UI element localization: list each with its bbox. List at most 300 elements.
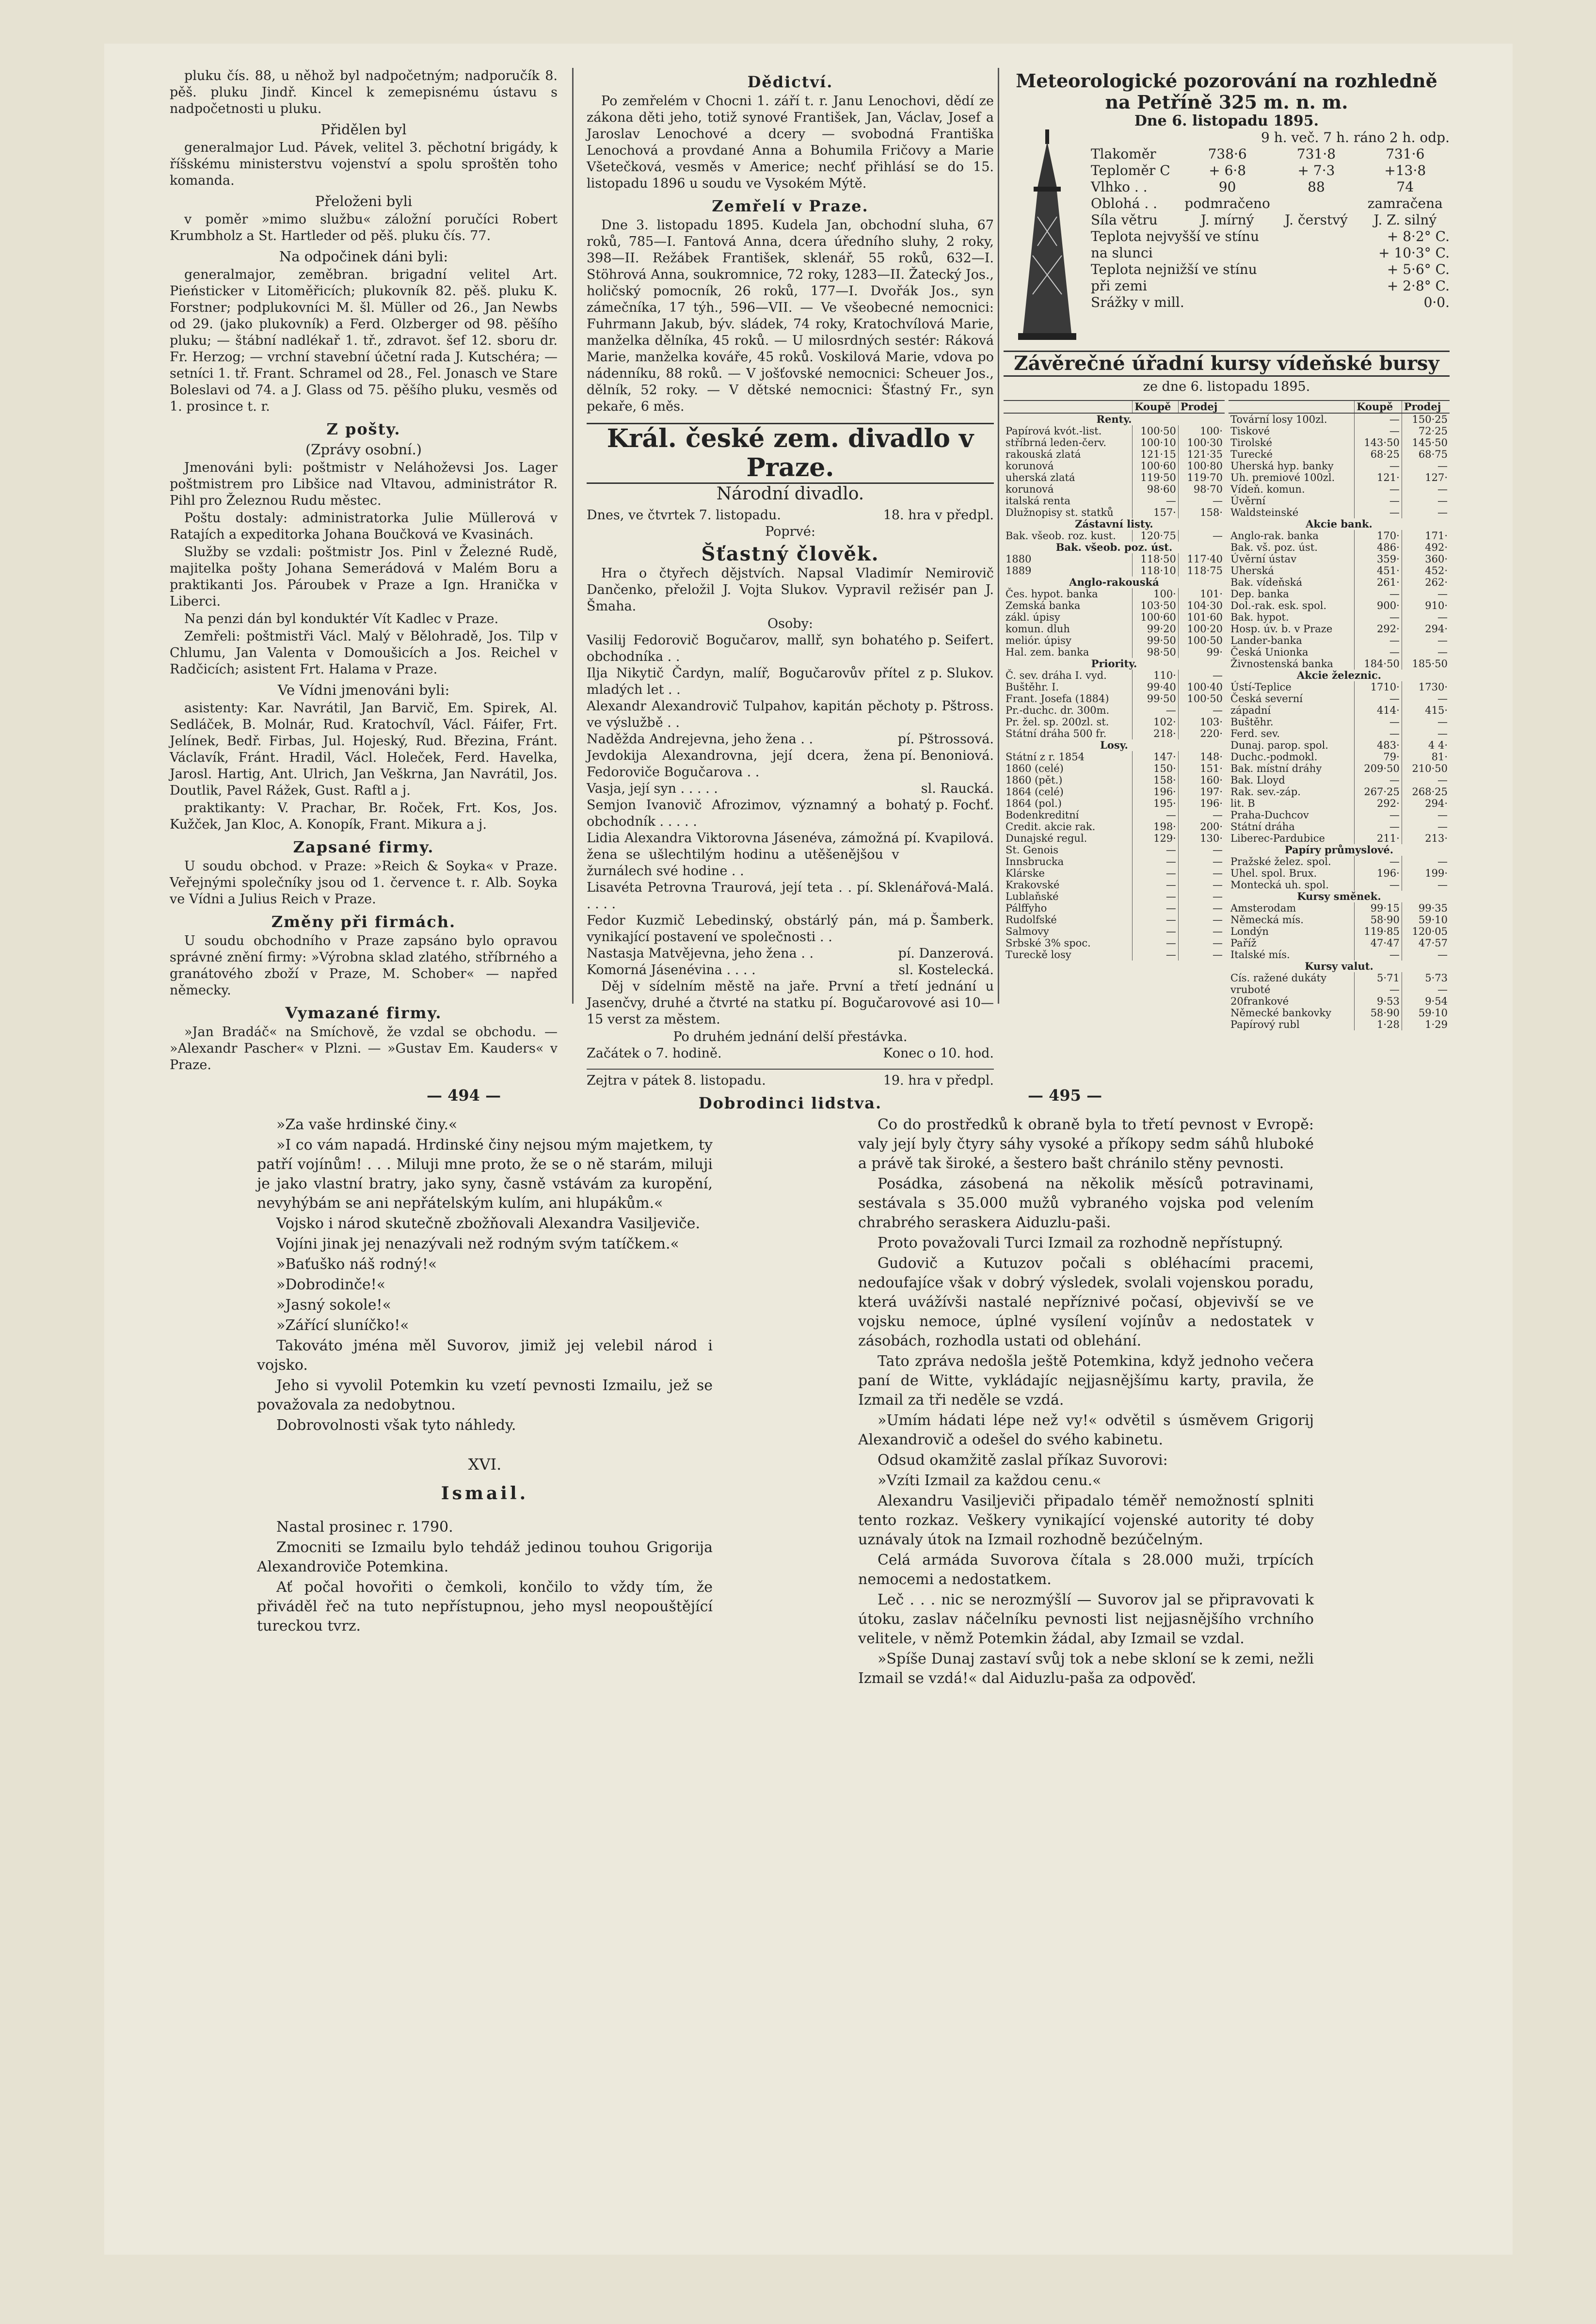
cell-buy: 211· [1355, 833, 1402, 844]
cast-row [587, 946, 994, 962]
meteo-row [1091, 179, 1450, 195]
table-row [1229, 577, 1450, 588]
meteo-row [1091, 162, 1450, 179]
cast-actor: pí. Danzerová. [898, 946, 994, 961]
table-row [1004, 914, 1225, 926]
cell-name: Buštěhr. I. [1005, 681, 1059, 693]
cell-name: Klárske [1005, 867, 1045, 879]
meteo-label: Teploměr C [1091, 162, 1170, 178]
meteo-extra-value: + 2·8° C. [1387, 278, 1450, 294]
section-heading: Zapsané firmy. [293, 838, 434, 856]
cell-name: Kursy valut. [1305, 960, 1373, 972]
paragraph: Tato zpráva nedošla ještě Potemkina, když jednoho večera paní de Witte, vykládajíc nejjasnějšímu karty, pravila, že Izmail za tři neděle se vzdá. [858, 1353, 1314, 1409]
paragraph: Vojsko i národ skutečně zbožňovali Alexandra Vasiljeviče. [276, 1215, 701, 1232]
cell-sell: 492· [1402, 542, 1450, 553]
cell-buy: 118·50 [1133, 553, 1179, 565]
cell-buy: 100·10 [1133, 437, 1179, 449]
cell-buy: — [1133, 902, 1179, 914]
paragraph: Nastal prosinec r. 1790. [276, 1519, 453, 1536]
meteo-label: Oblohá . . [1091, 195, 1158, 211]
cell-buy: 184·50 [1355, 658, 1402, 670]
cell-buy: — [1355, 635, 1402, 646]
cell-buy: — [1133, 856, 1179, 867]
meteo-extra-value: 0·0. [1423, 294, 1450, 310]
cell-buy: 292· [1355, 623, 1402, 635]
cell-buy: — [1355, 588, 1402, 600]
meteo-extra-value: + 5·6° C. [1387, 261, 1450, 277]
meteo-row [1091, 146, 1450, 162]
table-row [1229, 413, 1450, 425]
cell-buy: 451· [1355, 565, 1402, 577]
cell-buy: 198· [1133, 821, 1179, 833]
cell-buy: 99·40 [1133, 681, 1179, 693]
meteo-label: Síla větru [1091, 212, 1158, 228]
table-row [1004, 926, 1225, 937]
table-row [1229, 437, 1450, 449]
paragraph: »Za vaše hrdinské činy.« [276, 1116, 458, 1133]
table-row [1229, 763, 1450, 774]
cast-role: Nastasja Matvějevna, jeho žena . . [587, 946, 814, 961]
section-heading: Z pošty. [326, 420, 401, 438]
table-row [1229, 716, 1450, 728]
table-row [1229, 821, 1450, 833]
cell-buy: 150· [1133, 763, 1179, 774]
table-row [1004, 658, 1225, 670]
meteo-row [1091, 195, 1450, 212]
cell-buy: 9·53 [1355, 995, 1402, 1007]
meteo-date: Dne 6. listopadu 1895. [1134, 112, 1319, 129]
table-row [1004, 867, 1225, 879]
meteo-value: J. čerstvý [1285, 212, 1348, 228]
table-row [1004, 937, 1225, 949]
cell-name: meliór. úpisy [1005, 635, 1071, 646]
cast-actor: sl. Kostelecká. [898, 962, 994, 978]
cell-buy: 119·50 [1133, 472, 1179, 483]
cell-sell: — [1178, 495, 1225, 507]
cell-sell: 121·35 [1178, 449, 1225, 460]
subheading: (Zprávy osobní.) [305, 441, 422, 458]
cell-sell: — [1178, 867, 1225, 879]
table-row [1004, 483, 1225, 495]
cell-name: Italské mís. [1230, 949, 1290, 961]
cell-name: 1860 (celé) [1005, 763, 1064, 774]
cell-buy: — [1355, 460, 1402, 472]
table-row [1229, 507, 1450, 518]
paragraph: »Vzíti Izmail za každou cenu.« [878, 1472, 1101, 1489]
cast-actor: pí. Sklenářová-Malá. [857, 880, 994, 895]
cell-buy: 143·50 [1355, 437, 1402, 449]
table-row [1229, 1019, 1450, 1030]
table-row [1229, 786, 1450, 798]
cell-sell: — [1402, 716, 1450, 728]
cell-name: italská renta [1005, 495, 1071, 507]
cell-buy: 261· [1355, 577, 1402, 588]
cell-buy: — [1133, 879, 1179, 891]
end-time: Konec o 10. hod. [883, 1046, 994, 1061]
cell-sell: 213· [1402, 833, 1450, 844]
table-row [1004, 472, 1225, 483]
cell-name: Uhel. spol. Brux. [1230, 867, 1317, 879]
cell-sell: 185·50 [1402, 658, 1450, 670]
cell-sell: 100·80 [1178, 460, 1225, 472]
table-row [1004, 670, 1225, 681]
cell-sell: 452· [1402, 565, 1450, 577]
cast-role: Vasilij Fedorovič Bogučarov, mallř, syn bohatého obchodníka . . [587, 633, 924, 664]
cell-sell: — [1402, 821, 1450, 833]
section-heading: Vymazané firmy. [285, 1004, 442, 1022]
cell-name: Pálffyho [1005, 902, 1047, 914]
cell-name: Renty. [1096, 413, 1132, 425]
cell-name: Tirolské [1230, 437, 1273, 449]
table-row [1229, 623, 1450, 635]
paragraph: v poměr »mimo službu« záložní poručíci Robert Krumbholz a St. Hartleder od pěš. pluku čís. 77. [170, 212, 558, 243]
cell-sell: 99· [1178, 646, 1225, 658]
meteo-header: 9 h. več. 7 h. ráno 2 h. odp. [1261, 129, 1450, 145]
cast-row [587, 830, 994, 880]
intermission-note: Po druhém jednání delší přestávka. [673, 1029, 908, 1044]
table-row [1229, 1007, 1450, 1019]
cell-buy: 100·60 [1133, 611, 1179, 623]
cast-role: Lisavéta Petrovna Traurová, její teta . . . . . . [587, 880, 852, 912]
cell-sell: 150·25 [1402, 413, 1450, 425]
cell-buy: — [1355, 716, 1402, 728]
cell-buy: 120·75 [1133, 530, 1179, 542]
table-row [1229, 984, 1450, 995]
cast-row [587, 698, 994, 731]
cell-buy: 196· [1133, 786, 1179, 798]
table-row [1004, 833, 1225, 844]
cell-sell: 210·50 [1402, 763, 1450, 774]
table-row [1229, 425, 1450, 437]
cell-name: Čes. hypot. banka [1005, 588, 1098, 600]
cell-name: Státní z r. 1854 [1005, 751, 1085, 763]
cell-name: Krakovské [1005, 879, 1060, 891]
cell-sell: 220· [1178, 728, 1225, 739]
cell-sell: 104·30 [1178, 600, 1225, 611]
cell-sell: 59·10 [1402, 914, 1450, 926]
cell-name: Cís. ražené dukáty [1230, 972, 1327, 984]
meteo-title: Meteorologické pozorování na rozhledně na Petříně 325 m. n. m. [1016, 70, 1437, 113]
cast-role: Lidia Alexandra Viktorovna Jásenéva, zámožná žena se ušlechtilým hodinu a utěšenějšou v žurnálech své hodine . . [587, 831, 899, 879]
table-row [1004, 646, 1225, 658]
cell-sell: 200· [1178, 821, 1225, 833]
cell-buy: 99·15 [1355, 902, 1402, 914]
cell-sell: 268·25 [1402, 786, 1450, 798]
table-row [1004, 530, 1225, 542]
tomorrow-date: Zejtra v pátek 8. listopadu. [587, 1073, 766, 1088]
cell-buy: 157· [1133, 507, 1179, 518]
cell-buy: — [1355, 413, 1402, 425]
section-heading: Dědictví. [747, 73, 833, 91]
cell-sell: 294· [1402, 623, 1450, 635]
show-number: 18. hra v předpl. [883, 508, 994, 523]
meteo-label: Vlhko . . [1091, 179, 1148, 195]
cell-buy: 99·50 [1133, 693, 1179, 705]
table-row [1229, 542, 1450, 553]
cell-name: Bak. hypot. [1230, 611, 1289, 623]
cell-buy: 47·47 [1355, 937, 1402, 949]
cell-buy: — [1355, 693, 1402, 705]
cell-buy: 359· [1355, 553, 1402, 565]
cell-sell: — [1178, 844, 1225, 856]
cell-sell: 1·29 [1402, 1019, 1450, 1030]
cell-buy: — [1133, 891, 1179, 902]
cast-row [587, 781, 994, 797]
paragraph: Po zemřelém v Chocni 1. září t. r. Janu Lenochovi, dědí ze zákona děti jeho, totiž synové František, Jan, Václav, Josef a Jaroslav Lenochové a dcery — svobodná Františka Lenochová a provdané Anna a Bohumila Fričovy a Marie Všetečková, vesměs v Americe; nechť přihlásí se do 15. listopadu 1896 u soudu ve Vysokém Mýtě. [587, 94, 994, 191]
paragraph: »Jan Bradáč« na Smíchově, že vzdal se obchodu. — »Alexandr Pascher« v Plzni. — »Gustav Em. Kauders« v Praze. [170, 1025, 558, 1073]
cell-sell: — [1178, 914, 1225, 926]
cell-sell: 148· [1178, 751, 1225, 763]
meteo-extra-row [1091, 228, 1450, 245]
cell-sell: 100·50 [1178, 693, 1225, 705]
cell-name: Waldsteinské [1230, 507, 1299, 518]
meteo-extra-label: na slunci [1091, 245, 1153, 261]
table-row [1004, 763, 1225, 774]
cell-buy: 98·50 [1133, 646, 1179, 658]
cell-sell: 120·05 [1402, 926, 1450, 937]
table-row [1004, 495, 1225, 507]
meteo-extra [1091, 228, 1450, 311]
paragraph: Odsud okamžitě zaslal příkaz Suvorovi: [878, 1452, 1168, 1469]
cell-name: Pražské želez. spol. [1230, 856, 1331, 867]
meteo-value: J. Z. silný [1373, 212, 1437, 228]
cell-name: Uh. premiové 100zl. [1230, 472, 1335, 483]
cast-actor: p. Seifert. [928, 633, 994, 648]
cast-label: Osoby: [767, 616, 813, 631]
paragraph: generalmajor, zeměbran. brigadní velitel Art. Pieństicker v Litoměřicích; plukovník 82. pěš. pluku K. Forstner; podplukovníci M. šl. Müller od 26., Jan Newbs od 29. (jako plukovník) a Ferd. Olzberger od 98. pěšího pluku; — štábní nadlékař 1. tř., zdravot. šef 12. sboru dr. Fr. Herzog; — vrchní stavební účetní rada J. Kutschéra; — setníci 1. tř. Frant. Schramel od 28., Fel. Jonasch ve Stare Boleslavi od 74. a J. Glass od 75. pěšího pluku, vesměs od 1. prosince t. r. [170, 267, 558, 414]
paragraph: Gudovič a Kutuzov počali s obléhacími pracemi, nedoufajíce však v dobrý výsledek, svolali vojenskou poradu, která uvážívši nastalé nepříznivé počasí, objevivší se ve vojsku nemoce, úplné vysílení vojínův a nedostatek v zásobách, rozhodla ustati od oblehání. [858, 1255, 1314, 1349]
cell-name: 20frankové [1230, 995, 1289, 1007]
cell-sell: 197· [1178, 786, 1225, 798]
cell-name: Papírová kvót.-list. [1005, 425, 1102, 437]
cell-sell: 1730· [1402, 681, 1450, 693]
cell-sell: — [1178, 530, 1225, 542]
cell-name: Státní dráha [1230, 821, 1295, 833]
cell-sell: — [1178, 670, 1225, 681]
cell-name: Amsterodam [1230, 902, 1296, 914]
cell-name: Česká Unionka [1230, 646, 1309, 658]
meteo-table [1091, 146, 1450, 228]
cell-name: Rak. sev.-záp. [1230, 786, 1301, 798]
page-number-left: — 494 — [427, 1086, 501, 1105]
cell-sell: 68·75 [1402, 449, 1450, 460]
cell-buy: — [1355, 809, 1402, 821]
cell-buy: 118·10 [1133, 565, 1179, 577]
cell-name: Montecká uh. spol. [1230, 879, 1329, 891]
table-row [1229, 809, 1450, 821]
meteo-extra-label: Srážky v mill. [1091, 294, 1184, 310]
cell-buy: 292· [1355, 798, 1402, 809]
table-row [1004, 786, 1225, 798]
cast-actor: p. Šamberk. [913, 913, 994, 928]
cast-actor: p. Pštross. [925, 699, 994, 714]
table-row [1004, 437, 1225, 449]
cell-sell: — [1402, 483, 1450, 495]
cell-sell: 117·40 [1178, 553, 1225, 565]
cell-buy: 119·85 [1355, 926, 1402, 937]
cell-name: Buštěhr. [1230, 716, 1274, 728]
cell-buy: 1710· [1355, 681, 1402, 693]
cast-actor: pí. Benoniová. [899, 748, 994, 763]
cell-sell: 360· [1402, 553, 1450, 565]
cast-role: Jevdokija Alexandrovna, její dcera, žena Fedoroviče Bogučarova . . [587, 748, 895, 780]
cell-buy: — [1355, 507, 1402, 518]
subheading: Přidělen byl [320, 121, 407, 138]
cell-sell: — [1402, 507, 1450, 518]
table-row [1004, 449, 1225, 460]
cell-name: 1864 (pol.) [1005, 798, 1062, 809]
cell-name: Bak. všeob. poz. úst. [1055, 541, 1173, 553]
place-note: Děj v sídelním městě na jaře. První a třetí jednání u Jasenčvy, druhé a čtvrté na statku pí. Bogučarovové asi 10—15 verst za městem. [587, 979, 994, 1027]
table-row [1229, 902, 1450, 914]
cell-sell: — [1402, 460, 1450, 472]
meteo-extra-label: Teplota nejvyšší ve stínu [1091, 228, 1260, 244]
cell-sell: 262· [1402, 577, 1450, 588]
meteo-extra-row [1091, 278, 1450, 294]
cell-name: Úvěrní ústav [1230, 553, 1297, 565]
cell-buy: 102· [1133, 716, 1179, 728]
cell-buy: 158· [1133, 774, 1179, 786]
cell-buy: 414· [1355, 705, 1402, 716]
cell-buy: 195· [1133, 798, 1179, 809]
cell-name: Papíry průmyslové. [1284, 844, 1394, 856]
cell-sell: — [1402, 809, 1450, 821]
cell-buy: 100· [1133, 588, 1179, 600]
column-3 [1004, 70, 1450, 1030]
cell-sell: — [1178, 809, 1225, 821]
cell-buy: 267·25 [1355, 786, 1402, 798]
table-row [1229, 530, 1450, 542]
cell-buy: 483· [1355, 739, 1402, 751]
cell-name: Paříž [1230, 937, 1257, 949]
cell-name: Tureckě losy [1005, 949, 1071, 961]
meteo-value: 74 [1396, 179, 1414, 195]
table-row [1229, 798, 1450, 809]
cell-name: Anglo-rak. banka [1230, 530, 1319, 542]
cell-buy: — [1133, 937, 1179, 949]
table-row [1004, 798, 1225, 809]
table-row [1004, 553, 1225, 565]
cell-buy: 170· [1355, 530, 1402, 542]
table-row [1229, 972, 1450, 984]
meteo-extra-row [1091, 245, 1450, 261]
paragraph: Dobrovolnosti však tyto náhledy. [276, 1417, 516, 1434]
table-row [1004, 588, 1225, 600]
cell-name: Losy. [1100, 739, 1128, 751]
table-row [1004, 821, 1225, 833]
table-row [1004, 751, 1225, 763]
times-row [587, 1045, 994, 1062]
play-description: Hra o čtyřech dějstvích. Napsal Vladimír Nemirovič Dančenko, přeložil J. Vojta Slukov. Vypravil režisér pan J. Šmaha. [587, 566, 994, 614]
cell-buy: 218· [1133, 728, 1179, 739]
table-row [1229, 856, 1450, 867]
paragraph: »Spíše Dunaj zastaví svůj tok a nebe skloní se k zemi, nežli Izmail se vzdá!« dal Aiduzlu-paša za odpověď. [858, 1651, 1314, 1687]
meteo-value: J. mírný [1200, 212, 1254, 228]
table-row [1229, 728, 1450, 739]
paragraph: Takováto jména měl Suvorov, jimiž jej velebil národ i vojsko. [257, 1337, 713, 1374]
cell-name: zákl. úpisy [1005, 611, 1060, 623]
table-row [1004, 693, 1225, 705]
cell-sell: — [1178, 937, 1225, 949]
cell-name: Zástavní listy. [1075, 518, 1153, 530]
table-row [1004, 611, 1225, 623]
paragraph: Vojíni jinak jej nenazývali než rodným svým tatíčkem.« [276, 1235, 679, 1252]
cell-buy: 121·15 [1133, 449, 1179, 460]
cell-buy: — [1355, 728, 1402, 739]
meteo-value: zamračena [1367, 195, 1443, 211]
cell-buy: — [1355, 425, 1402, 437]
cast-actor: p. Slukov. [929, 666, 994, 681]
meteo-extra-value: + 8·2° C. [1387, 228, 1450, 244]
cell-sell: 72·25 [1402, 425, 1450, 437]
cell-sell: 196· [1178, 798, 1225, 809]
bursa-table-left [1004, 400, 1225, 961]
table-row [1229, 472, 1450, 483]
cell-name: Priority. [1091, 657, 1137, 670]
cell-buy: 68·25 [1355, 449, 1402, 460]
paragraph: Zmocniti se Izmailu bylo tehdáž jedinou touhou Grigorija Alexandroviče Potemkina. [257, 1539, 713, 1575]
cell-sell: 158· [1178, 507, 1225, 518]
table-row [1229, 565, 1450, 577]
meteo-value: 88 [1308, 179, 1325, 195]
cell-name: Lublaňské [1005, 891, 1059, 902]
cell-sell: 99·35 [1402, 902, 1450, 914]
cell-name: Credit. akcie rak. [1005, 821, 1096, 833]
table-row [1004, 728, 1225, 739]
meteo-value: + 7·3 [1297, 162, 1335, 178]
paragraph: Jeho si vyvolil Potemkin ku vzetí pevnosti Izmailu, jež se považovala za nedobytnou. [257, 1377, 713, 1413]
column-rule [572, 68, 574, 1004]
theatre-subtitle: Národní divadlo. [716, 484, 864, 504]
meteo-row [1091, 212, 1450, 228]
paragraph: »Dobrodinče!« [276, 1276, 386, 1293]
cell-sell: — [1402, 856, 1450, 867]
cell-sell: 101·60 [1178, 611, 1225, 623]
subheading: Na odpočinek dáni byli: [279, 248, 448, 265]
cell-name: Úvěrní [1230, 495, 1266, 507]
table-row [1004, 809, 1225, 821]
cast-actor: sl. Raucká. [921, 781, 994, 796]
table-row [1229, 518, 1450, 530]
cell-buy: 121· [1355, 472, 1402, 483]
meteo-value [1272, 195, 1360, 212]
col-buy: Koupě [1355, 401, 1402, 413]
cell-buy: 99·20 [1133, 623, 1179, 635]
cell-sell: — [1402, 693, 1450, 705]
table-row [1229, 460, 1450, 472]
table-row [1004, 774, 1225, 786]
cast-row [587, 880, 994, 913]
subheading: Ve Vídni jmenováni byli: [277, 682, 450, 698]
cell-sell: — [1178, 926, 1225, 937]
cast-row [587, 913, 994, 946]
table-row [1229, 611, 1450, 623]
cell-name: Papírový rubl [1230, 1019, 1300, 1030]
cast-row [587, 731, 994, 748]
cell-sell: — [1402, 728, 1450, 739]
meteo-label: Tlakoměr [1091, 146, 1156, 162]
col-name [1004, 401, 1133, 413]
cell-name: Innsbrucka [1005, 856, 1064, 867]
paragraph: pluku čís. 88, u něhož byl nadpočetným; nadporučík 8. pěš. pluku Jindř. Kincel k zemepisnému ústavu s nadpočetnosti u pluku. [170, 68, 558, 116]
table-row [1004, 902, 1225, 914]
cell-name: 1864 (celé) [1005, 786, 1064, 798]
meteo-value: + 6·8 [1209, 162, 1246, 178]
paragraph: generalmajor Lud. Pávek, velitel 3. pěchotní brigády, k říšskému ministerstvu vojenství a spolu sproštěn toho komanda. [170, 140, 558, 188]
cell-buy: — [1133, 705, 1179, 716]
cell-sell: 130· [1178, 833, 1225, 844]
table-row [1229, 751, 1450, 763]
